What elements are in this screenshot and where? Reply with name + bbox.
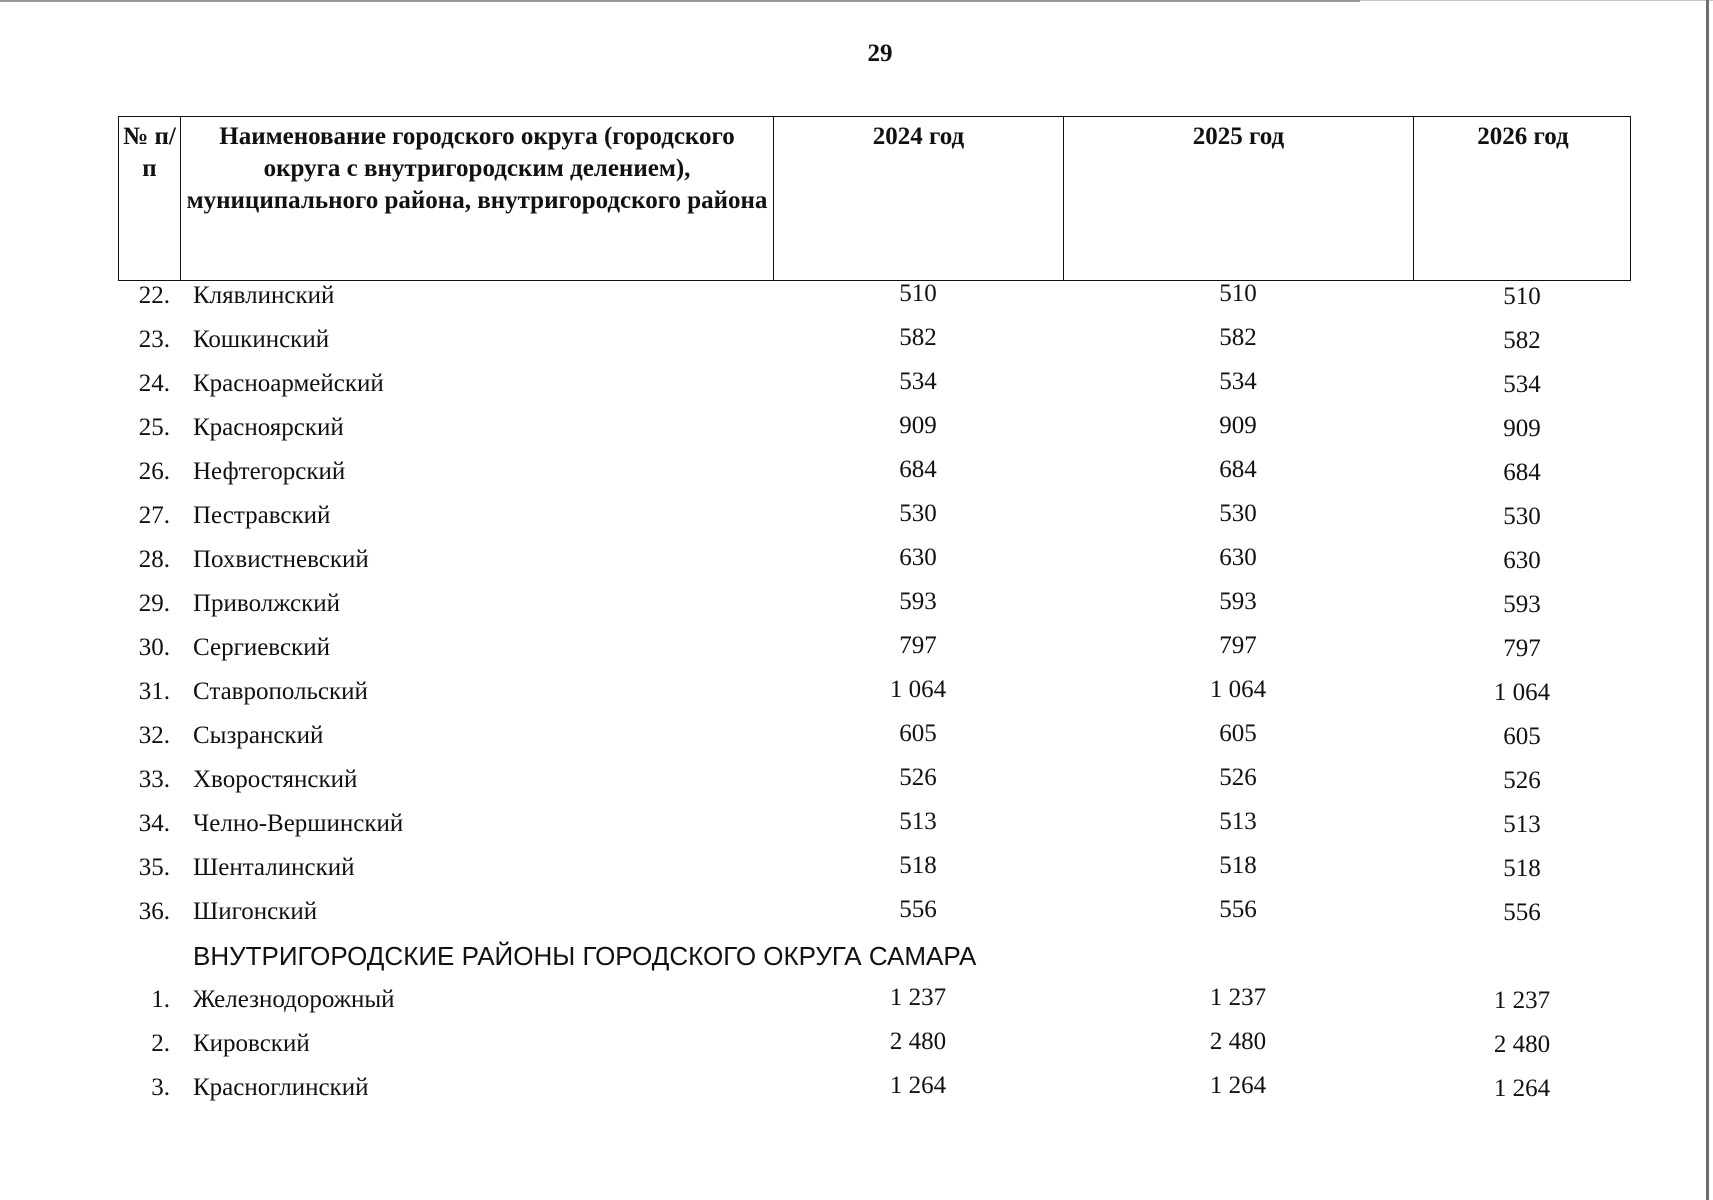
header-2026: 2026 год — [1477, 123, 1569, 150]
row-number: 35. — [138, 854, 170, 881]
row-value-2024: 1 264 — [889, 1072, 947, 1099]
row-value-2024: 526 — [899, 764, 937, 791]
row-value-2025: 513 — [1219, 808, 1257, 835]
row-number: 28. — [138, 546, 170, 573]
table-row — [118, 545, 1631, 589]
row-number: 30. — [138, 634, 170, 661]
table-row — [118, 677, 1631, 721]
header-number: № п/п — [119, 117, 181, 280]
row-value-2025: 518 — [1219, 852, 1257, 879]
row-value-2025: 510 — [1219, 280, 1257, 307]
row-number: 33. — [138, 766, 170, 793]
row-value-2025: 534 — [1219, 368, 1257, 395]
row-value-2026: 2 480 — [1493, 1031, 1551, 1058]
row-name: Железнодорожный — [193, 986, 395, 1013]
row-value-2026: 630 — [1503, 547, 1541, 574]
row-value-2024: 1 237 — [889, 984, 947, 1011]
row-value-2025: 797 — [1219, 632, 1257, 659]
row-value-2025: 605 — [1219, 720, 1257, 747]
row-number: 34. — [138, 810, 170, 837]
header-2025: 2025 год — [1064, 117, 1414, 280]
row-value-2025: 1 237 — [1209, 984, 1267, 1011]
table-header — [118, 116, 1631, 281]
row-value-2026: 582 — [1503, 327, 1541, 354]
table-row — [118, 457, 1631, 501]
row-value-2026: 593 — [1503, 591, 1541, 618]
table-row — [118, 633, 1631, 677]
row-value-2025: 630 — [1219, 544, 1257, 571]
row-number: 22. — [138, 282, 170, 309]
row-value-2024: 513 — [899, 808, 937, 835]
right-scan-border — [1706, 0, 1709, 1200]
row-value-2024: 605 — [899, 720, 937, 747]
row-name: Сергиевский — [193, 634, 330, 661]
row-number: 2. — [151, 1030, 170, 1057]
row-value-2025: 593 — [1219, 588, 1257, 615]
row-value-2026: 909 — [1503, 415, 1541, 442]
header-2024: 2024 год — [774, 117, 1064, 280]
table-row — [118, 589, 1631, 633]
row-value-2024: 2 480 — [889, 1028, 947, 1055]
row-value-2025: 909 — [1219, 412, 1257, 439]
row-value-2024: 582 — [899, 324, 937, 351]
row-name: Кошкинский — [193, 326, 330, 353]
row-name: Кировский — [193, 1030, 310, 1057]
row-value-2025: 1 064 — [1209, 676, 1267, 703]
row-name: Похвистневский — [193, 546, 369, 573]
row-value-2024: 797 — [899, 632, 937, 659]
row-number: 29. — [138, 590, 170, 617]
row-value-2024: 534 — [899, 368, 937, 395]
row-value-2026: 797 — [1503, 635, 1541, 662]
row-name: Сызранский — [193, 722, 324, 749]
row-value-2025: 530 — [1219, 500, 1257, 527]
row-number: 25. — [138, 414, 170, 441]
table-row — [118, 325, 1631, 369]
table-row — [118, 1073, 1631, 1117]
row-value-2026: 1 264 — [1493, 1075, 1551, 1102]
row-value-2026: 605 — [1503, 723, 1541, 750]
table-row — [118, 809, 1631, 853]
row-value-2024: 630 — [899, 544, 937, 571]
row-value-2026: 556 — [1503, 899, 1541, 926]
row-number: 23. — [138, 326, 170, 353]
row-value-2024: 593 — [899, 588, 937, 615]
row-value-2025: 582 — [1219, 324, 1257, 351]
row-value-2026: 1 237 — [1493, 987, 1551, 1014]
table-row — [118, 853, 1631, 897]
row-value-2024: 1 064 — [889, 676, 947, 703]
row-name: Ставропольский — [193, 678, 368, 705]
row-name: Красноглинский — [193, 1074, 369, 1101]
row-name: Шигонский — [193, 898, 318, 925]
row-name: Пестравский — [193, 502, 331, 529]
table-row — [118, 281, 1631, 325]
row-number: 26. — [138, 458, 170, 485]
row-number: 31. — [138, 678, 170, 705]
row-name: Хворостянский — [193, 766, 358, 793]
row-value-2025: 684 — [1219, 456, 1257, 483]
row-number: 36. — [138, 898, 170, 925]
row-value-2024: 530 — [899, 500, 937, 527]
top-scan-border-thin — [1360, 0, 1713, 1]
row-number: 27. — [138, 502, 170, 529]
row-value-2026: 534 — [1503, 371, 1541, 398]
header-name: Наименование городского округа (городского округа с внутригородским делением), муниципального района, внутригородского района — [181, 117, 774, 280]
table-row — [118, 721, 1631, 765]
row-value-2026: 530 — [1503, 503, 1541, 530]
row-name: Приволжский — [193, 590, 341, 617]
row-number: 1. — [151, 986, 170, 1013]
row-value-2026: 510 — [1503, 283, 1541, 310]
row-value-2025: 556 — [1219, 896, 1257, 923]
table-row — [118, 369, 1631, 413]
row-name: Клявлинский — [193, 282, 335, 309]
row-value-2026: 684 — [1503, 459, 1541, 486]
table-row — [118, 413, 1631, 457]
row-value-2026: 1 064 — [1493, 679, 1551, 706]
table-row — [118, 897, 1631, 941]
top-scan-border — [0, 0, 1360, 2]
row-name: Челно-Вершинский — [193, 810, 404, 837]
row-number: 32. — [138, 722, 170, 749]
row-value-2025: 2 480 — [1209, 1028, 1267, 1055]
section-title: ВНУТРИГОРОДСКИЕ РАЙОНЫ ГОРОДСКОГО ОКРУГА САМАРА — [193, 941, 977, 971]
row-value-2024: 510 — [899, 280, 937, 307]
page-number: 29 — [867, 40, 893, 67]
table-row — [118, 765, 1631, 809]
row-value-2026: 513 — [1503, 811, 1541, 838]
row-number: 24. — [138, 370, 170, 397]
row-name: Шенталинский — [193, 854, 355, 881]
row-value-2026: 526 — [1503, 767, 1541, 794]
table-row — [118, 985, 1631, 1029]
row-number: 3. — [151, 1074, 170, 1101]
table-body — [118, 281, 1631, 1117]
row-name: Нефтегорский — [193, 458, 346, 485]
row-value-2024: 518 — [899, 852, 937, 879]
row-value-2024: 684 — [899, 456, 937, 483]
row-value-2026: 518 — [1503, 855, 1541, 882]
row-value-2025: 526 — [1219, 764, 1257, 791]
row-value-2025: 1 264 — [1209, 1072, 1267, 1099]
table-row — [118, 1029, 1631, 1073]
row-name: Красноармейский — [193, 370, 384, 397]
row-value-2024: 556 — [899, 896, 937, 923]
table-row — [118, 501, 1631, 545]
row-value-2024: 909 — [899, 412, 937, 439]
row-name: Красноярский — [193, 414, 344, 441]
